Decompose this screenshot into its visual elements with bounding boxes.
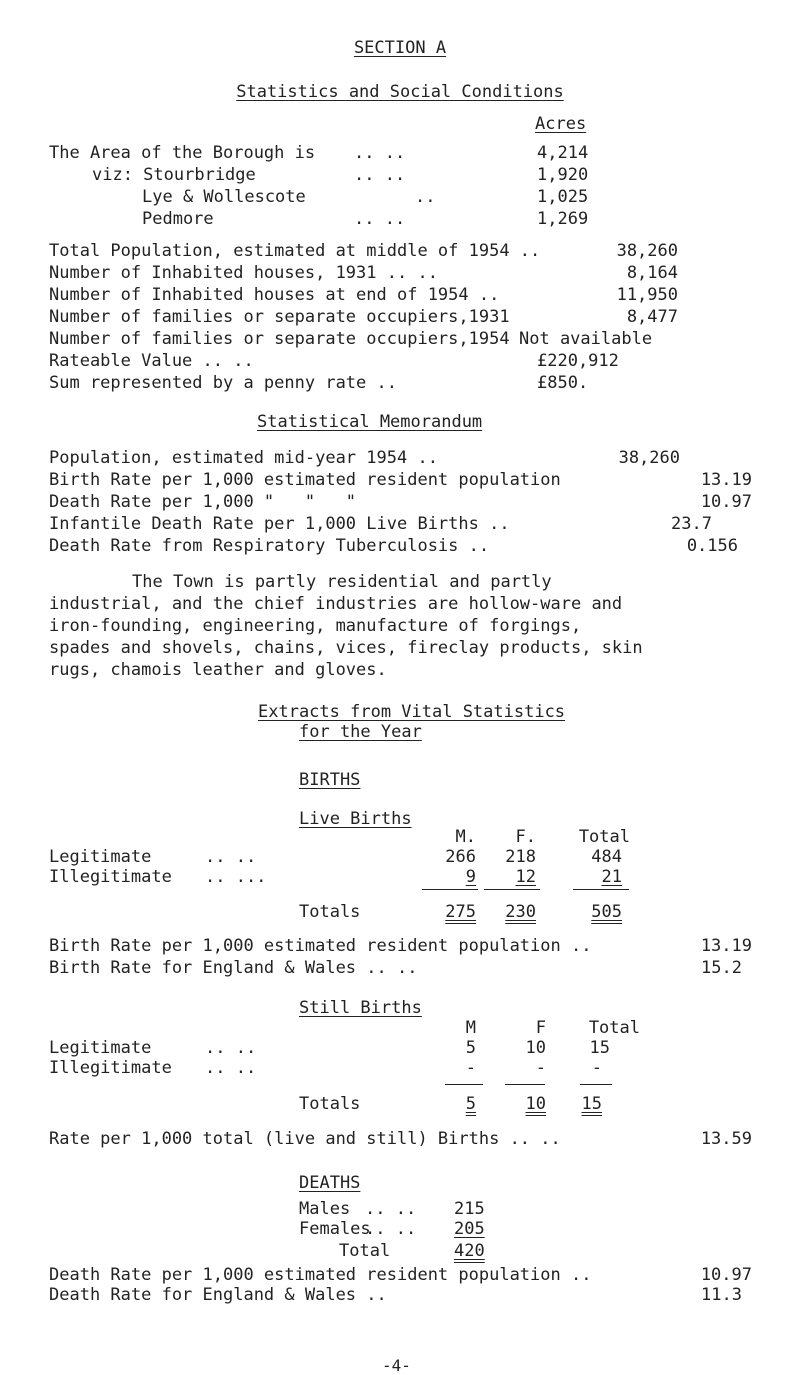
extracts-title: Extracts from Vital Statistics: [258, 702, 566, 722]
still-rate-value: 13.59: [700, 1129, 752, 1149]
cell-f: 10: [525, 1038, 546, 1058]
rule: [445, 1084, 483, 1085]
paragraph-line: iron-founding, engineering, manufacture of forgings,: [49, 616, 582, 636]
col-header-f: F: [535, 1018, 546, 1038]
deaths-heading: DEATHS: [299, 1173, 361, 1193]
rule: [573, 889, 629, 890]
cell-f: -: [535, 1058, 546, 1078]
rate-value: 11.3: [701, 1285, 742, 1305]
cell-total: -: [591, 1058, 602, 1078]
row-label: Illegitimate: [49, 1058, 172, 1078]
population-value: 11,950: [616, 285, 678, 305]
total-m: 5: [465, 1094, 476, 1114]
row-dots: .. ..: [205, 1058, 257, 1078]
population-label: Sum represented by a penny rate ..: [49, 373, 397, 393]
memorandum-title: Statistical Memorandum: [257, 412, 483, 432]
memorandum-label: Death Rate per 1,000 " " ": [49, 492, 357, 512]
total-m: 275: [445, 902, 476, 922]
rule: [580, 1084, 612, 1085]
memorandum-label: Death Rate from Respiratory Tuberculosis ..: [49, 536, 490, 556]
deaths-total-value: 420: [454, 1241, 485, 1261]
col-header-f: F.: [515, 827, 536, 847]
area-label: Pedmore: [142, 209, 214, 229]
memorandum-label: Infantile Death Rate per 1,000 Live Births ..: [49, 514, 510, 534]
total-f: 10: [525, 1094, 546, 1114]
area-dots: .. ..: [354, 165, 406, 185]
memorandum-value: 0.156: [686, 536, 738, 556]
page-number: -4-: [382, 1356, 411, 1375]
row-label: Legitimate: [49, 1038, 152, 1058]
cell-total: 484: [591, 847, 622, 867]
area-value: 1,269: [537, 209, 589, 229]
col-header-total: Total: [578, 827, 630, 847]
area-value: 1,025: [537, 187, 589, 207]
total-f: 230: [505, 902, 536, 922]
rate-label: Death Rate per 1,000 estimated resident population ..: [49, 1265, 592, 1285]
area-dots: .. ..: [354, 143, 406, 163]
memorandum-value: 38,260: [618, 448, 680, 468]
cell-f: 12: [515, 867, 536, 887]
area-dots: ..: [415, 187, 436, 207]
deaths-dots: .. ..: [365, 1199, 417, 1219]
area-label: The Area of the Borough is: [49, 143, 316, 163]
deaths-total-label: Total: [339, 1241, 391, 1261]
population-value: Not available: [519, 329, 653, 349]
deaths-value: 205: [454, 1219, 485, 1239]
total-total: 15: [581, 1094, 602, 1114]
main-title: Statistics and Social Conditions: [236, 82, 564, 102]
row-dots: .. ..: [205, 1038, 257, 1058]
cell-total: 15: [589, 1038, 610, 1058]
memorandum-value: 13.19: [700, 470, 752, 490]
live-births-heading: Live Births: [299, 809, 412, 829]
population-label: Rateable Value .. ..: [49, 351, 254, 371]
population-value: 8,477: [626, 307, 678, 327]
row-dots: .. ..: [205, 847, 257, 867]
rate-value: 15.2: [701, 958, 742, 978]
still-births-heading: Still Births: [299, 998, 422, 1018]
row-label: Legitimate: [49, 847, 152, 867]
paragraph-line: rugs, chamois leather and gloves.: [49, 660, 387, 680]
population-label: Total Population, estimated at middle of 1954 ..: [49, 241, 541, 261]
population-label: Number of families or separate occupiers,1954: [49, 329, 510, 349]
area-dots: .. ..: [354, 209, 406, 229]
population-value: £850.: [537, 373, 589, 393]
cell-f: 218: [505, 847, 536, 867]
memorandum-label: Population, estimated mid-year 1954 ..: [49, 448, 438, 468]
rule: [422, 889, 478, 890]
population-value: £220,912: [537, 351, 619, 371]
deaths-dots: .. ..: [365, 1219, 417, 1239]
area-label: viz: Stourbridge: [92, 165, 256, 185]
paragraph-line: spades and shovels, chains, vices, fireclay products, skin: [49, 638, 643, 658]
cell-m: 9: [465, 867, 476, 887]
col-header-total: Total: [588, 1018, 640, 1038]
deaths-value: 215: [454, 1199, 485, 1219]
paragraph-line: The Town is partly residential and partly: [132, 572, 552, 592]
deaths-label: Males: [299, 1199, 351, 1219]
total-total: 505: [591, 902, 622, 922]
totals-label: Totals: [299, 1094, 361, 1114]
rate-value: 13.19: [700, 936, 752, 956]
rule: [505, 1084, 545, 1085]
row-dots: .. ...: [205, 867, 267, 887]
births-heading: BIRTHS: [299, 770, 361, 790]
rule: [484, 889, 540, 890]
deaths-label: Females: [299, 1219, 371, 1239]
cell-m: 5: [465, 1038, 476, 1058]
population-value: 8,164: [626, 263, 678, 283]
col-header-m: M: [465, 1018, 476, 1038]
row-label: Illegitimate: [49, 867, 172, 887]
area-value: 4,214: [537, 143, 589, 163]
population-label: Number of families or separate occupiers,1931: [49, 307, 510, 327]
cell-m: 266: [445, 847, 476, 867]
rate-label: Birth Rate per 1,000 estimated resident population ..: [49, 936, 592, 956]
cell-total: 21: [601, 867, 622, 887]
rate-value: 10.97: [700, 1265, 752, 1285]
memorandum-value: 23.7: [671, 514, 712, 534]
memorandum-label: Birth Rate per 1,000 estimated resident population: [49, 470, 561, 490]
cell-m: -: [465, 1058, 476, 1078]
extracts-subtitle: for the Year: [299, 722, 422, 742]
totals-label: Totals: [299, 902, 361, 922]
rate-label: Death Rate for England & Wales ..: [49, 1285, 387, 1305]
acres-header: Acres: [535, 114, 587, 134]
col-header-m: M.: [455, 827, 476, 847]
paragraph-line: industrial, and the chief industries are hollow-ware and: [49, 594, 623, 614]
population-label: Number of Inhabited houses at end of 1954 ..: [49, 285, 500, 305]
population-value: 38,260: [616, 241, 678, 261]
area-value: 1,920: [537, 165, 589, 185]
still-rate-label: Rate per 1,000 total (live and still) Births .. ..: [49, 1129, 561, 1149]
population-label: Number of Inhabited houses, 1931 .. ..: [49, 263, 438, 283]
rate-label: Birth Rate for England & Wales .. ..: [49, 958, 418, 978]
memorandum-value: 10.97: [700, 492, 752, 512]
section-title: SECTION A: [353, 38, 447, 58]
area-label: Lye & Wollescote: [142, 187, 306, 207]
